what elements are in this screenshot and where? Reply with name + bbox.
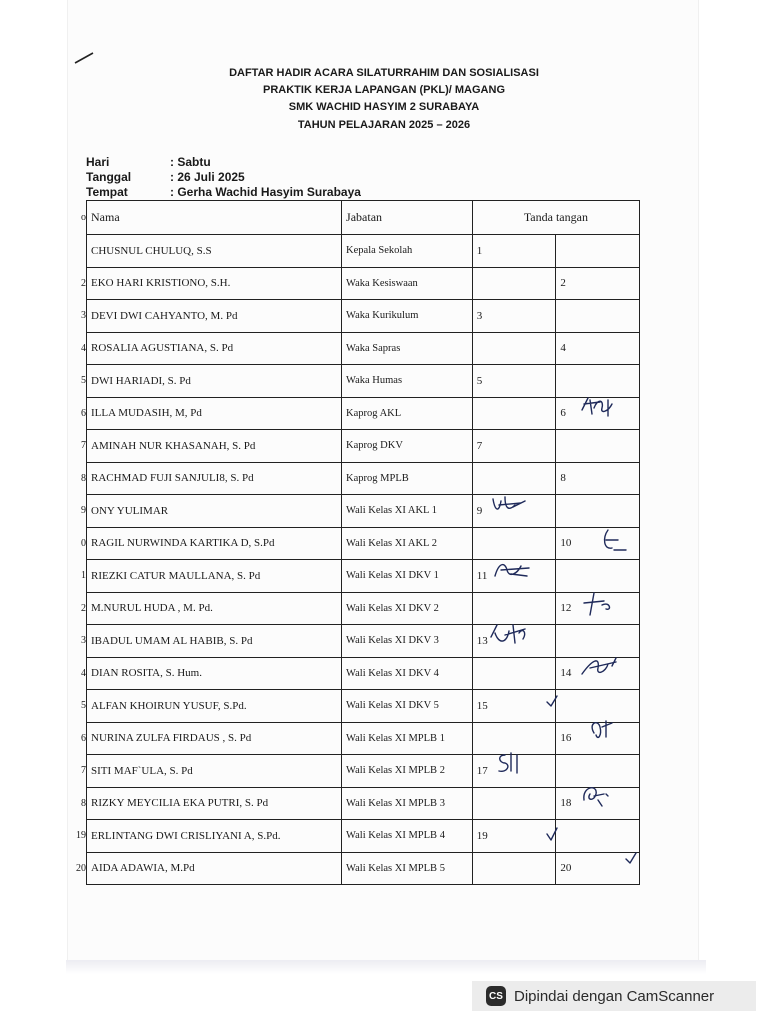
handwritten-signature <box>489 623 531 649</box>
row-number: 19 <box>76 830 86 842</box>
row-signature-right <box>556 852 640 885</box>
pen-mark-icon <box>74 52 94 64</box>
row-signature-right <box>556 397 640 430</box>
signature-number: 6 <box>560 407 566 420</box>
row-jabatan: Wali Kelas XI MPLB 5 <box>342 852 473 885</box>
signature-number: 9 <box>476 504 483 517</box>
row-jabatan: Wali Kelas XI DKV 2 <box>342 592 473 625</box>
row-jabatan: Wali Kelas XI DKV 5 <box>342 690 473 723</box>
row-nama-text: EKO HARI KRISTIONO, S.H. <box>91 277 231 290</box>
signature-number: 3 <box>476 309 483 322</box>
row-signature-right <box>556 592 640 625</box>
row-number: 3 <box>81 635 86 647</box>
row-nama <box>81 787 342 820</box>
title-line-2: PRAKTIK KERJA LAPANGAN (PKL)/ MAGANG <box>263 84 505 96</box>
row-nama <box>81 267 342 300</box>
signature-number: 4 <box>560 342 566 355</box>
table-row <box>87 722 640 755</box>
handwritten-signature <box>580 591 616 619</box>
hari-label: Hari <box>86 155 110 169</box>
row-nama <box>81 657 342 690</box>
tanggal-value: : 26 Juli 2025 <box>170 170 245 184</box>
row-nama <box>81 300 342 333</box>
table-row <box>87 852 640 885</box>
row-nama <box>81 625 342 658</box>
table-row <box>87 300 640 333</box>
signature-number: 2 <box>560 277 566 290</box>
row-nama-text: ALFAN KHOIRUN YUSUF, S.Pd. <box>91 699 247 712</box>
row-signature-left <box>472 332 556 365</box>
table-row <box>87 332 640 365</box>
row-signature-left <box>472 755 556 788</box>
row-signature-left <box>472 592 556 625</box>
row-jabatan: Wali Kelas XI MPLB 2 <box>342 755 473 788</box>
row-signature-right <box>556 495 640 528</box>
row-signature-left <box>472 235 556 268</box>
signature-number: 1 <box>476 244 483 257</box>
row-number: 8 <box>81 797 86 809</box>
signature-number: 15 <box>476 699 488 712</box>
row-number <box>72 235 86 267</box>
handwritten-signature <box>578 396 618 418</box>
row-jabatan: Wali Kelas XI DKV 3 <box>342 625 473 658</box>
row-signature-right <box>556 690 640 723</box>
row-nama-text: RAGIL NURWINDA KARTIKA D, S.Pd <box>91 537 275 550</box>
row-number: 4 <box>81 342 86 354</box>
handwritten-signature <box>580 784 614 810</box>
row-number: 8 <box>81 472 86 484</box>
row-nama-text: DWI HARIADI, S. Pd <box>91 374 191 387</box>
table-row <box>87 755 640 788</box>
row-number: 20 <box>76 862 86 874</box>
table-row <box>87 527 640 560</box>
table-row <box>87 820 640 853</box>
row-jabatan: Waka Kurikulum <box>342 300 473 333</box>
row-nama <box>81 365 342 398</box>
row-nama <box>81 397 342 430</box>
row-signature-right <box>556 365 640 398</box>
row-nama-text: CHUSNUL CHULUQ, S.S <box>91 244 212 257</box>
handwritten-signature <box>586 719 618 745</box>
table-row <box>87 592 640 625</box>
row-signature-left <box>472 495 556 528</box>
row-signature-left <box>472 625 556 658</box>
signature-number: 5 <box>476 374 483 387</box>
signature-number: 10 <box>560 537 572 550</box>
row-signature-left <box>472 787 556 820</box>
row-nama <box>81 690 342 723</box>
table-row <box>87 235 640 268</box>
header-jabatan: Jabatan <box>342 201 473 235</box>
row-signature-left <box>472 527 556 560</box>
signature-number: 17 <box>476 764 488 777</box>
row-jabatan: Wali Kelas XI DKV 4 <box>342 657 473 690</box>
tanggal-label: Tanggal <box>86 170 132 184</box>
signature-number: 20 <box>560 862 572 875</box>
signature-number: 19 <box>476 829 488 842</box>
table-row <box>87 657 640 690</box>
table-row <box>87 560 640 593</box>
row-signature-right <box>556 560 640 593</box>
row-signature-right <box>556 300 640 333</box>
row-jabatan: Wali Kelas XI MPLB 3 <box>342 787 473 820</box>
row-jabatan: Wali Kelas XI DKV 1 <box>342 560 473 593</box>
row-number: 2 <box>81 277 86 289</box>
row-signature-right <box>556 657 640 690</box>
table-row <box>87 787 640 820</box>
handwritten-signature <box>578 654 622 680</box>
row-number: 6 <box>81 407 86 419</box>
signature-number: 7 <box>476 439 483 452</box>
row-nama-text: SITI MAF`ULA, S. Pd <box>91 764 193 777</box>
row-jabatan: Kepala Sekolah <box>342 235 473 268</box>
scan-edge-shadow <box>66 960 706 974</box>
handwritten-signature <box>495 751 525 777</box>
hari-value: : Sabtu <box>170 155 211 169</box>
table-header-row <box>87 201 640 235</box>
row-jabatan: Wali Kelas XI MPLB 1 <box>342 722 473 755</box>
row-nama-text: DEVI DWI CAHYANTO, M. Pd <box>91 309 238 322</box>
title-line-1: DAFTAR HADIR ACARA SILATURRAHIM DAN SOSIALISASI <box>229 67 539 79</box>
row-signature-left <box>472 300 556 333</box>
row-nama <box>81 560 342 593</box>
row-nama-text: ONY YULIMAR <box>91 504 169 517</box>
row-nama-text: RIEZKI CATUR MAULLANA, S. Pd <box>91 569 261 582</box>
row-signature-right <box>556 235 640 268</box>
camscanner-text: Dipindai dengan CamScanner <box>514 987 715 1005</box>
title-line-4: TAHUN PELAJARAN 2025 – 2026 <box>297 119 471 131</box>
row-nama <box>81 430 342 463</box>
header-no: o <box>81 212 86 223</box>
handwritten-signature <box>491 495 531 519</box>
row-number: 3 <box>81 310 86 322</box>
row-jabatan: Wali Kelas XI AKL 2 <box>342 527 473 560</box>
table-row <box>87 267 640 300</box>
handwritten-signature <box>491 560 535 584</box>
signature-number: 14 <box>560 667 572 680</box>
row-number: 7 <box>81 440 86 452</box>
row-number: 1 <box>81 570 86 582</box>
signature-number: 16 <box>560 732 572 745</box>
row-nama-text: RIZKY MEYCILIA EKA PUTRI, S. Pd <box>91 797 269 810</box>
row-signature-right <box>556 267 640 300</box>
row-jabatan: Wali Kelas XI AKL 1 <box>342 495 473 528</box>
check-mark-icon <box>622 851 640 867</box>
row-nama <box>81 527 342 560</box>
row-nama-text: AMINAH NUR KHASANAH, S. Pd <box>91 439 256 452</box>
row-signature-left <box>472 267 556 300</box>
table-row <box>87 495 640 528</box>
row-jabatan: Kaprog MPLB <box>342 462 473 495</box>
row-nama <box>81 332 342 365</box>
row-nama <box>81 592 342 625</box>
row-signature-right <box>556 787 640 820</box>
row-jabatan: Wali Kelas XI MPLB 4 <box>342 820 473 853</box>
signature-number: 18 <box>560 797 572 810</box>
table-row <box>87 625 640 658</box>
camscanner-logo-icon: CS <box>486 986 506 1006</box>
row-jabatan: Kaprog AKL <box>342 397 473 430</box>
row-nama <box>81 722 342 755</box>
table-row <box>87 365 640 398</box>
signature-number: 11 <box>476 569 488 582</box>
row-nama <box>81 495 342 528</box>
table-row <box>87 430 640 463</box>
row-nama <box>81 462 342 495</box>
row-nama-text: RACHMAD FUJI SANJULI8, S. Pd <box>91 472 254 485</box>
row-number: 9 <box>81 505 86 517</box>
row-signature-left <box>472 430 556 463</box>
row-number: 4 <box>81 667 86 679</box>
row-number: 2 <box>81 602 86 614</box>
row-jabatan: Waka Sapras <box>342 332 473 365</box>
row-signature-right <box>556 527 640 560</box>
row-nama-text: ERLINTANG DWI CRISLIYANI A, S.Pd. <box>91 829 281 842</box>
row-nama-text: IBADUL UMAM AL HABIB, S. Pd <box>91 634 253 647</box>
row-signature-left <box>472 365 556 398</box>
row-signature-left <box>472 690 556 723</box>
row-jabatan: Waka Humas <box>342 365 473 398</box>
row-signature-left <box>472 722 556 755</box>
row-signature-left <box>472 657 556 690</box>
table-row <box>87 690 640 723</box>
row-signature-right <box>556 722 640 755</box>
row-signature-right <box>556 625 640 658</box>
signature-number: 13 <box>476 634 488 647</box>
row-signature-right <box>556 462 640 495</box>
row-signature-left <box>472 397 556 430</box>
row-signature-left <box>472 852 556 885</box>
row-jabatan: Waka Kesiswaan <box>342 267 473 300</box>
row-nama <box>76 820 342 853</box>
row-number: 6 <box>81 732 86 744</box>
title-line-3: SMK WACHID HASYIM 2 SURABAYA <box>288 101 480 113</box>
row-number: 0 <box>81 537 86 549</box>
row-number: 7 <box>81 765 86 777</box>
header-nama-text: Nama <box>91 210 120 224</box>
row-signature-left <box>472 462 556 495</box>
row-signature-left <box>472 820 556 853</box>
signature-number: 12 <box>560 602 572 615</box>
header-nama <box>81 201 342 235</box>
handwritten-signature <box>598 528 632 554</box>
header-tanda-tangan: Tanda tangan <box>472 201 639 235</box>
signature-number: 8 <box>560 472 566 485</box>
row-signature-right <box>556 820 640 853</box>
attendance-table <box>76 200 640 885</box>
tempat-value: : Gerha Wachid Hasyim Surabaya <box>170 185 361 199</box>
row-nama <box>87 235 342 268</box>
row-number: 5 <box>81 700 86 712</box>
table-row <box>87 397 640 430</box>
row-signature-right <box>556 755 640 788</box>
row-signature-left <box>472 560 556 593</box>
row-nama <box>76 852 342 885</box>
row-nama-text: NURINA ZULFA FIRDAUS , S. Pd <box>91 732 252 745</box>
row-jabatan: Kaprog DKV <box>342 430 473 463</box>
row-nama-text: ILLA MUDASIH, M, Pd <box>91 407 202 420</box>
row-nama-text: M.NURUL HUDA , M. Pd. <box>91 602 213 615</box>
row-nama-text: DIAN ROSITA, S. Hum. <box>91 667 202 680</box>
row-nama-text: AIDA ADAWIA, M.Pd <box>91 862 195 875</box>
row-signature-right <box>556 430 640 463</box>
row-nama-text: ROSALIA AGUSTIANA, S. Pd <box>91 342 234 355</box>
row-signature-right <box>556 332 640 365</box>
table-row <box>87 462 640 495</box>
camscanner-watermark <box>472 981 756 1011</box>
tempat-label: Tempat <box>86 185 128 199</box>
row-nama <box>81 755 342 788</box>
row-number: 5 <box>81 375 86 387</box>
